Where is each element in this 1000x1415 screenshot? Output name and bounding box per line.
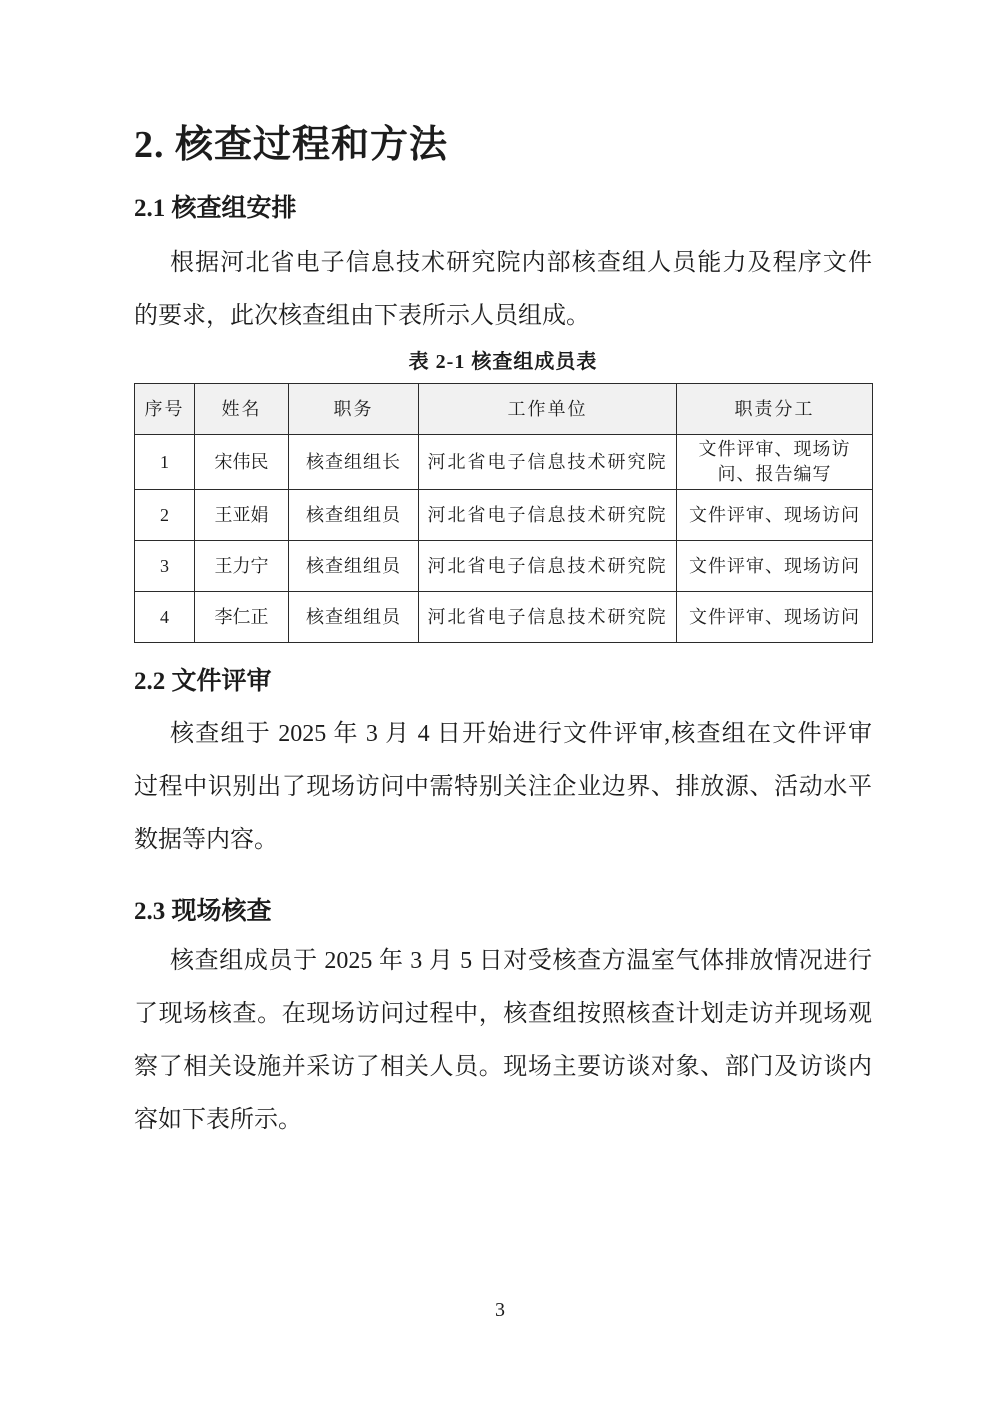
table-cell: 2 [135, 490, 195, 541]
table-row [135, 541, 873, 592]
paragraph-line: 数据等内容。 [134, 827, 278, 853]
table-cell: 核查组组长 [289, 435, 419, 490]
table-cell: 核查组组员 [289, 541, 419, 592]
table-caption: 表 2-1 核查组成员表 [408, 351, 598, 373]
section-2-3-paragraph [134, 935, 872, 1147]
section-heading-2-3: 2.3 现场核查 [134, 898, 272, 925]
verification-team-table [134, 383, 873, 643]
table-header-cell: 职责分工 [677, 384, 873, 435]
paragraph-line: 的要求，此次核查组由下表所示人员组成。 [134, 303, 590, 329]
table-cell: 4 [135, 592, 195, 643]
table-header-cell: 职务 [289, 384, 419, 435]
section-heading-2-2: 2.2 文件评审 [134, 668, 272, 695]
table-row [135, 592, 873, 643]
paragraph-line: 核查组于 2025 年 3 月 4 日开始进行文件评审,核查组在文件评审 [170, 721, 872, 747]
table-cell: 文件评审、现场访问 [677, 541, 873, 592]
paragraph-line: 察了相关设施并采访了相关人员。现场主要访谈对象、部门及访谈内 [134, 1054, 872, 1080]
table-cell: 王力宁 [195, 541, 289, 592]
section-2-1-paragraph [134, 237, 872, 343]
paragraph-line: 了现场核查。在现场访问过程中，核查组按照核查计划走访并现场观 [134, 1001, 872, 1027]
table-cell: 河北省电子信息技术研究院 [419, 490, 677, 541]
table-cell: 河北省电子信息技术研究院 [419, 592, 677, 643]
chapter-title: 2. 核查过程和方法 [134, 124, 449, 166]
table-header-cell: 序号 [135, 384, 195, 435]
table-cell: 李仁正 [195, 592, 289, 643]
table-cell: 宋伟民 [195, 435, 289, 490]
table-cell: 3 [135, 541, 195, 592]
table-cell: 河北省电子信息技术研究院 [419, 541, 677, 592]
table-cell: 文件评审、现场访问、报告编写 [677, 435, 873, 490]
paragraph-line: 核查组成员于 2025 年 3 月 5 日对受核查方温室气体排放情况进行 [170, 948, 872, 974]
paragraph-line: 根据河北省电子信息技术研究院内部核查组人员能力及程序文件 [170, 250, 872, 276]
table-cell: 1 [135, 435, 195, 490]
table-header-cell: 姓名 [195, 384, 289, 435]
section-heading-2-1: 2.1 核查组安排 [134, 195, 297, 222]
paragraph-line: 容如下表所示。 [134, 1107, 302, 1133]
table-cell: 文件评审、现场访问 [677, 490, 873, 541]
table-row [135, 435, 873, 490]
paragraph-line: 过程中识别出了现场访问中需特别关注企业边界、排放源、活动水平 [134, 774, 872, 800]
table-cell: 文件评审、现场访问 [677, 592, 873, 643]
section-2-2-paragraph [134, 708, 872, 867]
table-header-row [135, 384, 873, 435]
table-cell: 核查组组员 [289, 490, 419, 541]
page-number: 3 [495, 1299, 505, 1321]
table-header-cell: 工作单位 [419, 384, 677, 435]
table-body [135, 435, 873, 643]
table-row [135, 490, 873, 541]
table-cell: 核查组组员 [289, 592, 419, 643]
table-cell: 河北省电子信息技术研究院 [419, 435, 677, 490]
table-cell: 王亚娟 [195, 490, 289, 541]
